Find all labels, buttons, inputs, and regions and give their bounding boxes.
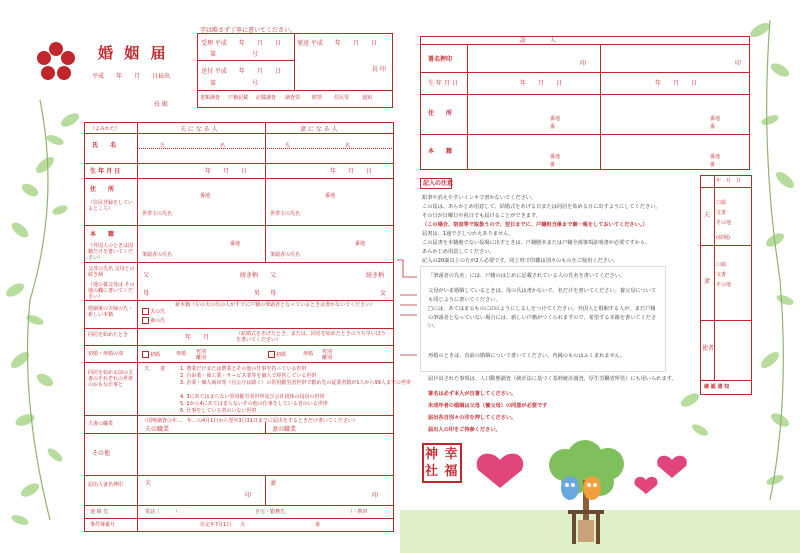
office-col-1: 書類調査 [200,95,221,101]
arrow-connectors [395,255,425,365]
husband-name-option[interactable]: 夫の氏 [142,308,165,315]
shrine-illustration [460,440,700,553]
form-title: 婚 姻 届 [98,44,169,62]
witness-title: 証 人 [520,37,557,44]
wife-name-option[interactable]: 妻の氏 [142,317,165,324]
witness-box [420,36,750,170]
name-label: 氏 名 [92,142,117,149]
instruction-text: 字は略さず丁寧に書いてください。 [200,27,297,34]
husband-header: 夫 に な る 人 [180,126,218,133]
wife-first-option[interactable]: 初婚 [268,351,286,358]
addressee: 長 殿 [154,101,168,108]
submit-date: 平成 年 月 日届出 [92,73,171,80]
main-form [84,122,394,532]
crest-icon [34,40,78,84]
husband-first-option[interactable]: 初婚 [142,351,160,358]
notes-title: 記入の注意 [423,180,454,187]
wife-header: 妻 に な る 人 [300,126,338,133]
